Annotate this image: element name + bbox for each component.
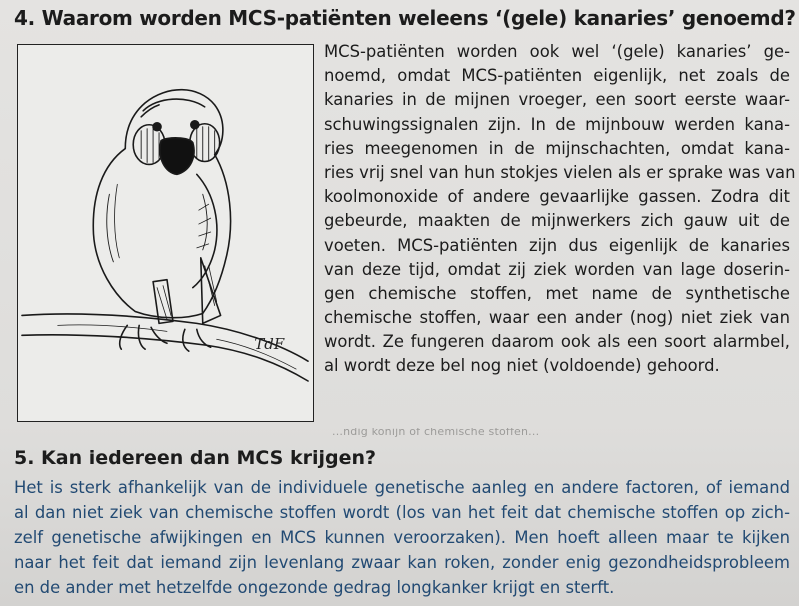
answer-5-line: al dan niet ziek van chemische stoffen wordt (los van het feit dat chemische stoffen op zich- xyxy=(14,503,790,522)
canary-illustration xyxy=(17,44,314,422)
answer-4-line: MCS-patiënten worden ook wel ‘(gele) kanaries’ ge- xyxy=(324,42,790,61)
question-4-answer xyxy=(324,40,796,379)
answer-4-line: chemische stoffen, waar een ander (nog) niet ziek van xyxy=(324,308,790,328)
answer-5-line: en de ander met hetzelfde ongezonde gedrag longkanker krijgt en sterft. xyxy=(14,578,615,597)
question-5-heading: 5. Kan iedereen dan MCS krijgen? xyxy=(14,447,377,469)
question-5-answer xyxy=(14,475,790,600)
answer-4-line: koolmonoxide of andere gevaarlijke gassen. Zodra dit xyxy=(324,187,790,207)
answer-5-line: naar het feit dat iemand zijn levenlang zwaar kan roken, zonder enig gezondheidsprobleem xyxy=(14,553,790,572)
question-4-heading: 4. Waarom worden MCS-patiënten weleens ‘(gele) kanaries’ genoemd? xyxy=(14,6,796,30)
bleed-through-text xyxy=(0,428,799,442)
answer-5-line: zelf genetische afwijkingen en MCS kunnen veroorzaken). Men hoeft alleen maar te kijken xyxy=(14,528,790,547)
canary-drawing xyxy=(18,45,313,421)
answer-4-line: gen chemische stoffen, met name de synthetische xyxy=(324,283,790,303)
answer-4-line: kanaries in de mijnen vroeger, een soort eerste waar- xyxy=(324,90,790,110)
answer-4-line: wordt. Ze fungeren daarom ook als een soort alarmbel, xyxy=(324,332,790,352)
answer-4-line: gebeurde, maakten de mijnwerkers zich gauw uit de xyxy=(324,211,790,231)
answer-4-line: ries vrij snel van hun stokjes vielen als er sprake was van xyxy=(324,162,796,182)
answer-4-line: noemd, omdat MCS-patiënten eigenlijk, net zoals de xyxy=(324,66,790,86)
bleed-through-line: ...ndig konijn of chemische stoffen... xyxy=(332,428,540,438)
answer-4-line: ries meegenomen in de mijnschachten, omdat kana- xyxy=(324,138,790,158)
artist-signature: TdF xyxy=(254,335,285,354)
answer-4-line: van deze tijd, omdat zij ziek worden van lage doserin- xyxy=(324,259,790,279)
answer-4-line: al wordt deze bel nog niet (voldoende) gehoord. xyxy=(324,356,720,376)
answer-4-line: schuwingssignalen zijn. In de mijnbouw werden kana- xyxy=(324,114,790,134)
answer-4-line: voeten. MCS-patiënten zijn dus eigenlijk de kanaries xyxy=(324,235,790,255)
answer-5-line: Het is sterk afhankelijk van de individuele genetische aanleg en andere factoren, of iemand xyxy=(14,478,790,497)
